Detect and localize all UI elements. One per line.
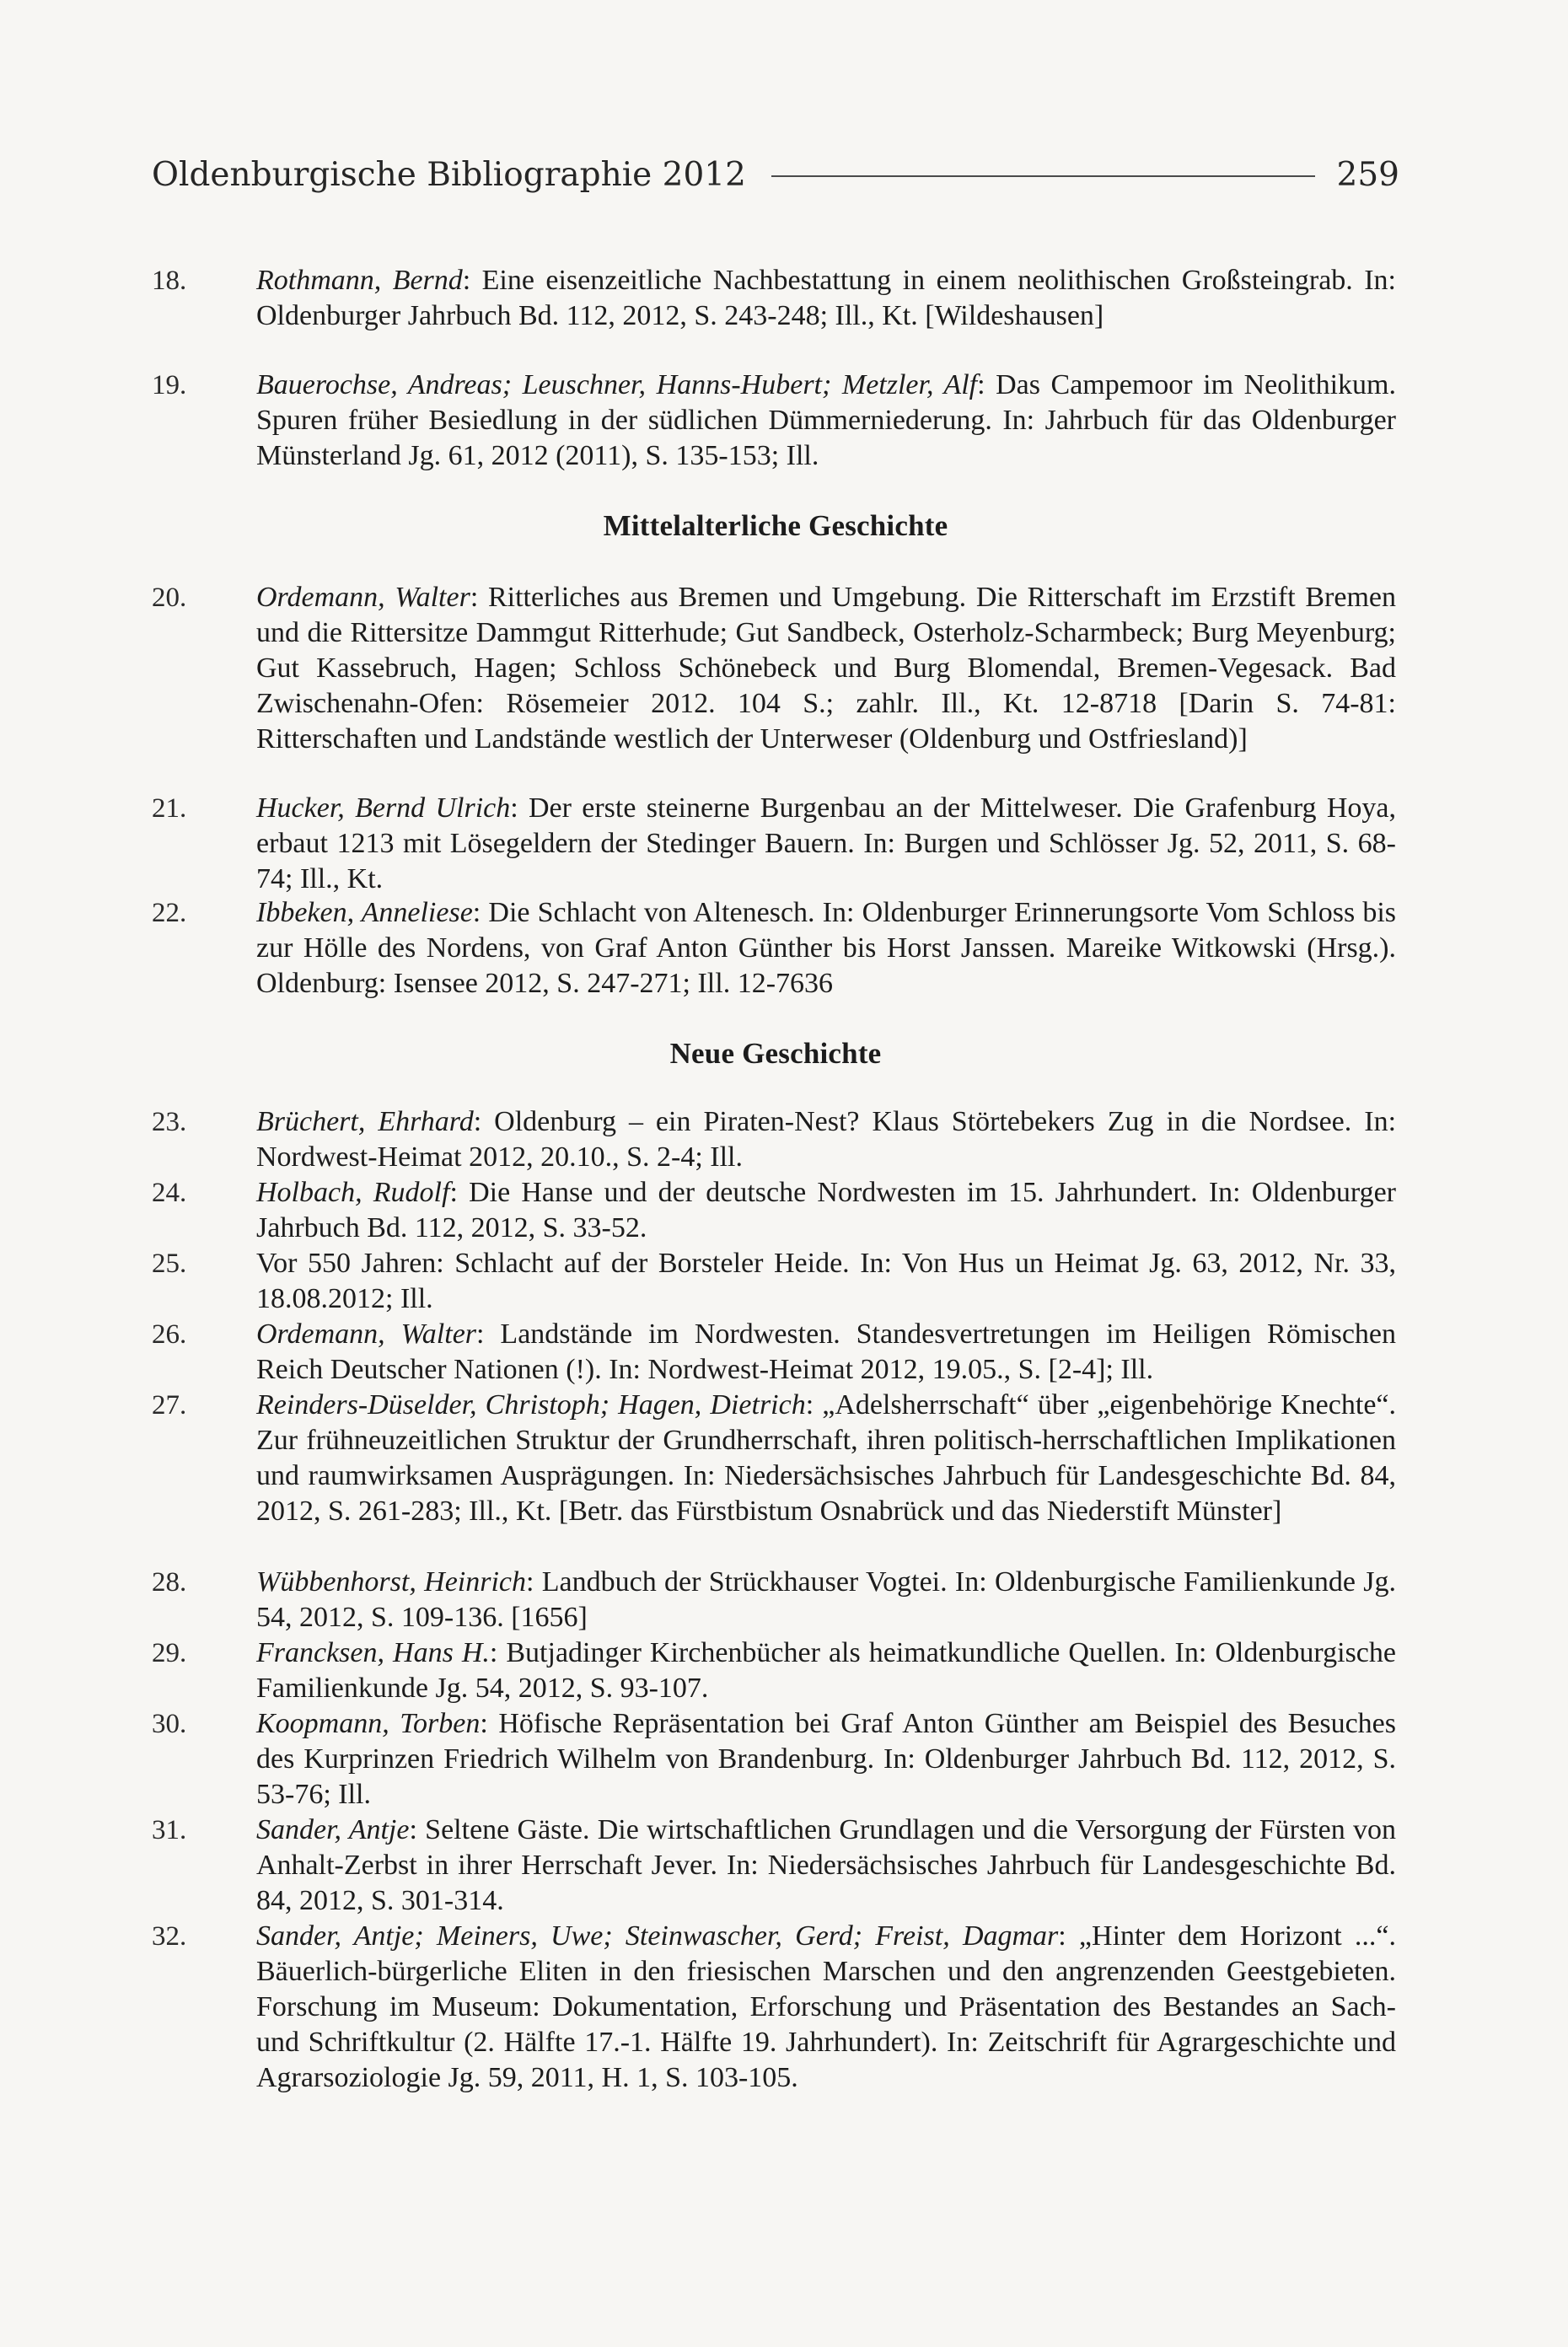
entry-text bbox=[256, 1175, 1396, 1246]
entry-details: : Die Schlacht von Altenesch. In: Oldenburger Erinnerungsorte Vom Schloss bis zur Hölle des Nordens, von Graf Anton Günther bis Horst Janssen. Mareike Witkowski (Hrsg.). Oldenburg: Isensee 2012, S. 247-271; Ill. 12-7636 bbox=[256, 897, 1396, 999]
entry-text bbox=[256, 895, 1396, 1002]
entry-author: Rothmann, Bernd bbox=[256, 265, 463, 296]
entry-text bbox=[256, 368, 1396, 474]
entry-text bbox=[256, 1246, 1396, 1317]
entry-author: Ordemann, Walter bbox=[256, 1319, 477, 1350]
entry-details: Vor 550 Jahren: Schlacht auf der Borsteler Heide. In: Von Hus un Heimat Jg. 63, 2012, Nr. 33, 18.08.2012; Ill. bbox=[256, 1248, 1396, 1314]
entry-author: Sander, Antje bbox=[256, 1814, 410, 1845]
entry-author: Ordemann, Walter bbox=[256, 582, 470, 613]
entry-number: 26. bbox=[152, 1319, 187, 1350]
entry-text bbox=[256, 1919, 1396, 2096]
entry-number: 24. bbox=[152, 1178, 187, 1208]
entry-number: 32. bbox=[152, 1921, 187, 1952]
entry-text bbox=[256, 1388, 1396, 1529]
entry-details: : Landbuch der Strückhauser Vogtei. In: Oldenburgische Familienkunde Jg. 54, 2012, S. 109-136. [1656] bbox=[256, 1566, 1396, 1633]
entry-author: Francksen, Hans H. bbox=[256, 1637, 490, 1668]
entry-author: Hucker, Bernd Ulrich bbox=[256, 792, 511, 824]
entry-author: Sander, Antje; Meiners, Uwe; Steinwascher, Gerd; Freist, Dagmar bbox=[256, 1920, 1059, 1952]
entry-text bbox=[256, 263, 1396, 334]
entry-number: 18. bbox=[152, 266, 187, 296]
entry-number: 19. bbox=[152, 370, 187, 400]
entry-text bbox=[256, 1706, 1396, 1813]
header-title: Oldenburgische Bibliographie 2012 bbox=[152, 155, 746, 194]
running-header bbox=[152, 152, 1399, 197]
entry-author: Bauerochse, Andreas; Leuschner, Hanns-Hubert; Metzler, Alf bbox=[256, 369, 978, 400]
entry-details: : Butjadinger Kirchenbücher als heimatkundliche Quellen. In: Oldenburgische Familienkunde Jg. 54, 2012, S. 93-107. bbox=[256, 1637, 1396, 1704]
entry-text bbox=[256, 1104, 1396, 1175]
entry-details: : Der erste steinerne Burgenbau an der Mittelweser. Die Grafenburg Hoya, erbaut 1213 mit Lösegeldern der Stedinger Bauern. In: Burgen und Schlösser Jg. 52, 2011, S. 68-74; Ill., Kt. bbox=[256, 792, 1396, 894]
entry-author: Koopmann, Torben bbox=[256, 1708, 481, 1739]
entry-text bbox=[256, 1565, 1396, 1635]
entry-number: 28. bbox=[152, 1567, 187, 1598]
entry-details: : Ritterliches aus Bremen und Umgebung. Die Ritterschaft im Erzstift Bremen und die Rittersitze Dammgut Ritterhude; Gut Sandbeck, Osterholz-Scharmbeck; Burg Meyenburg; Gut Kassebruch, Hagen; Schloss Schönebeck und Burg Blomendal, Bremen-Vegesack. Bad Zwischenahn-Ofen: Rösemeier 2012. 104 S.; zahlr. Ill., Kt. 12-8718 [Darin S. 74-81: Ritterschaften und Landstände westlich der Unterweser (Oldenburg und Ostfriesland)] bbox=[256, 582, 1396, 755]
entry-text bbox=[256, 580, 1396, 757]
entry-details: : Höfische Repräsentation bei Graf Anton Günther am Beispiel des Besuches des Kurprinzen Friedrich Wilhelm von Brandenburg. In: Oldenburger Jahrbuch Bd. 112, 2012, S. 53-76; Ill. bbox=[256, 1708, 1396, 1810]
entry-author: Brüchert, Ehrhard bbox=[256, 1106, 474, 1137]
page-number: 259 bbox=[1336, 155, 1399, 194]
section-heading-mittelalter: Mittelalterliche Geschichte bbox=[603, 509, 948, 542]
entry-details: : „Adelsherrschaft“ über „eigenbehörige Knechte“. Zur frühneuzeitlichen Struktur der Grundherrschaft, ihren politisch-herrschaftlichen Implikationen und raumwirksamen Ausprägungen. In: Niedersächsisches Jahrbuch für Landesgeschichte Bd. 84, 2012, S. 261-283; Ill., Kt. [Betr. das Fürstbistum Osnabrück und das Niederstift Münster] bbox=[256, 1389, 1396, 1527]
entry-number: 20. bbox=[152, 583, 187, 613]
entry-number: 30. bbox=[152, 1709, 187, 1739]
entry-number: 22. bbox=[152, 898, 187, 928]
entry-details: : Das Campemoor im Neolithikum. Spuren früher Besiedlung in der südlichen Dümmerniederung. In: Jahrbuch für das Oldenburger Münsterland Jg. 61, 2012 (2011), S. 135-153; Ill. bbox=[256, 369, 1397, 471]
entry-details: : Oldenburg – ein Piraten-Nest? Klaus Störtebekers Zug in die Nordsee. In: Nordwest-Heimat 2012, 20.10., S. 2-4; Ill. bbox=[256, 1106, 1397, 1173]
entry-number: 29. bbox=[152, 1638, 187, 1668]
entry-details: : „Hinter dem Horizont ...“. Bäuerlich-bürgerliche Eliten in den friesischen Marschen und den angrenzenden Geestgebieten. Forschung im Museum: Dokumentation, Erforschung und Präsentation des Bestandes an Sach- und Schriftkultur (2. Hälfte 17.-1. Hälfte 19. Jahrhundert). In: Zeitschrift für Agrargeschichte und Agrarsoziologie Jg. 59, 2011, H. 1, S. 103-105. bbox=[256, 1920, 1396, 2093]
entry-author: Reinders-Düselder, Christoph; Hagen, Dietrich bbox=[256, 1389, 806, 1421]
entry-details: : Eine eisenzeitliche Nachbestattung in einem neolithischen Großsteingrab. In: Oldenburger Jahrbuch Bd. 112, 2012, S. 243-248; Ill., Kt. [Wildeshausen] bbox=[256, 265, 1396, 331]
entry-author: Wübbenhorst, Heinrich bbox=[256, 1566, 526, 1598]
entry-number: 23. bbox=[152, 1107, 187, 1137]
entry-details: : Die Hanse und der deutsche Nordwesten im 15. Jahrhundert. In: Oldenburger Jahrbuch Bd. 112, 2012, S. 33-52. bbox=[256, 1177, 1396, 1243]
entry-number: 21. bbox=[152, 793, 187, 824]
entry-author: Ibbeken, Anneliese bbox=[256, 897, 473, 928]
entry-details: : Seltene Gäste. Die wirtschaftlichen Grundlagen und die Versorgung der Fürsten von Anhalt-Zerbst in ihrer Herrschaft Jever. In: Niedersächsisches Jahrbuch für Landesgeschichte Bd. 84, 2012, S. 301-314. bbox=[256, 1814, 1396, 1916]
section-heading-neue: Neue Geschichte bbox=[669, 1037, 882, 1070]
header-rule bbox=[771, 175, 1315, 177]
entry-number: 31. bbox=[152, 1815, 187, 1845]
entry-text bbox=[256, 1813, 1396, 1919]
entry-text bbox=[256, 1635, 1396, 1706]
entry-text bbox=[256, 1317, 1396, 1388]
entry-author: Holbach, Rudolf bbox=[256, 1177, 450, 1208]
entry-number: 27. bbox=[152, 1390, 187, 1421]
entry-text bbox=[256, 791, 1396, 897]
entry-details: : Landstände im Nordwesten. Standesvertretungen im Heiligen Römischen Reich Deutscher Nationen (!). In: Nordwest-Heimat 2012, 19.05., S. [2-4]; Ill. bbox=[256, 1319, 1396, 1385]
entry-number: 25. bbox=[152, 1249, 187, 1279]
